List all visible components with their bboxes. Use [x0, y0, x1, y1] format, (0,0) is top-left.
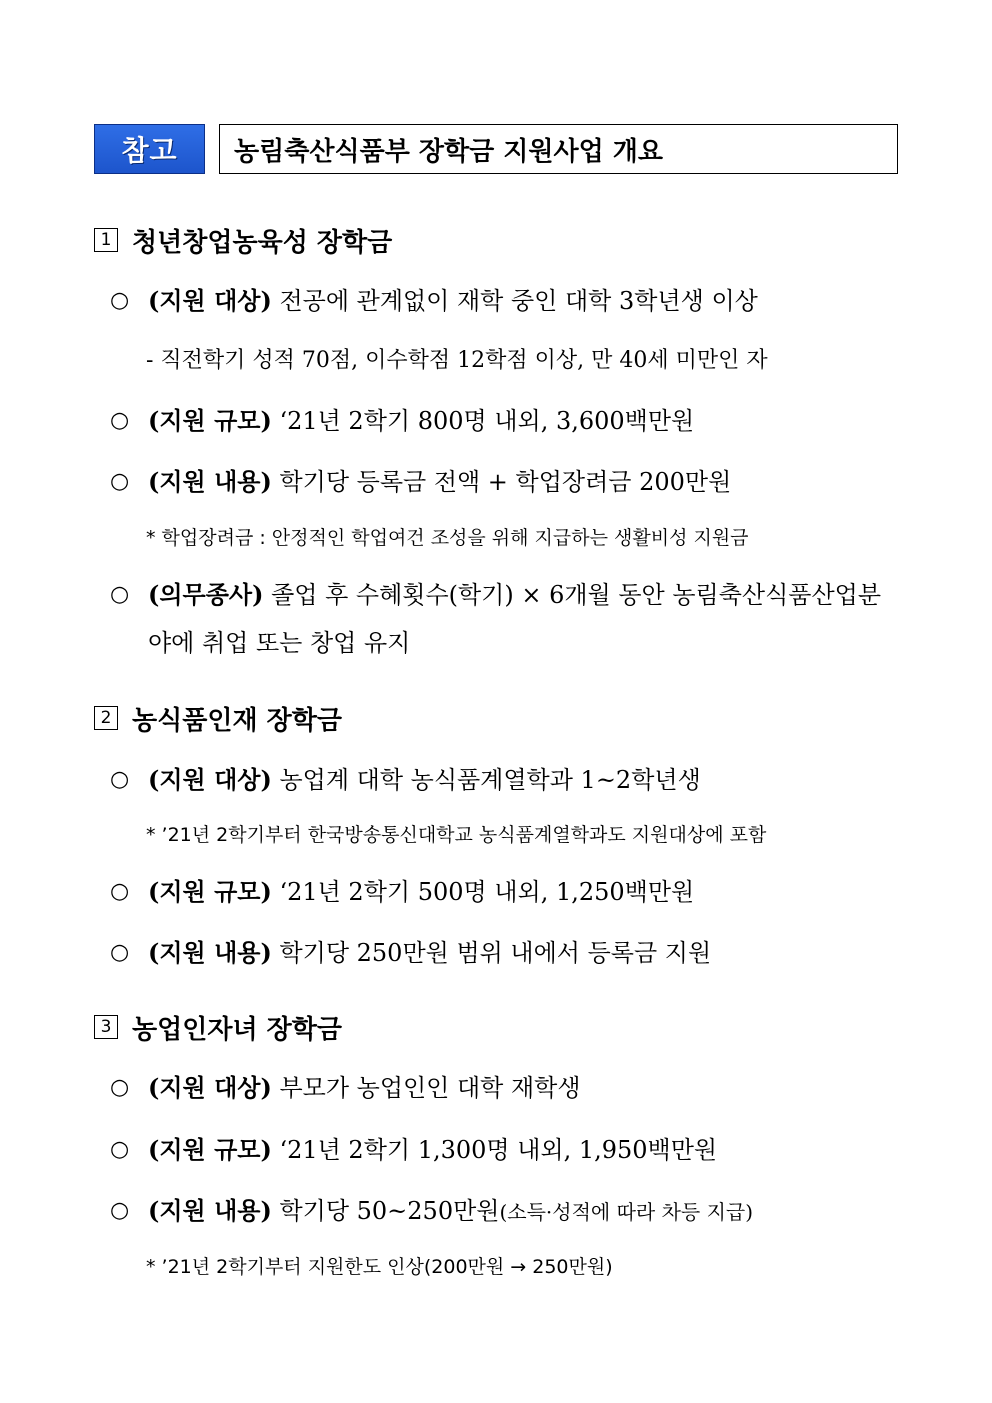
circle-bullet-icon: ○ [110, 582, 130, 607]
section-title: 청년창업농육성 장학금 [132, 227, 393, 258]
reference-badge: 참고 [94, 124, 205, 174]
circle-bullet-icon: ○ [110, 408, 130, 433]
footnote: * ’21년 2학기부터 지원한도 인상(200만원 → 250만원) [146, 1256, 613, 1278]
section-number: 1 [94, 228, 118, 252]
section-title: 농업인자녀 장학금 [132, 1014, 342, 1045]
item-label: (지원 내용) [148, 1196, 272, 1225]
footnote: * ’21년 2학기부터 한국방송통신대학교 농식품계열학과도 지원대상에 포함 [146, 824, 767, 846]
list-item [110, 277, 902, 325]
item-text: 전공에 관계없이 재학 중인 대학 3학년생 이상 [279, 287, 758, 315]
item-text: 학기당 50~250만원 [279, 1197, 500, 1225]
section-number: 2 [94, 706, 118, 730]
circle-bullet-icon: ○ [110, 469, 130, 494]
list-item [110, 756, 902, 804]
item-label: (지원 내용) [148, 467, 272, 496]
sub-item: - 직전학기 성적 70점, 이수학점 12학점 이상, 만 40세 미만인 자 [146, 348, 768, 373]
item-label: (지원 규모) [148, 406, 272, 435]
section-1-heading [94, 220, 392, 260]
list-item [110, 1187, 902, 1236]
item-text: 학기당 250만원 범위 내에서 등록금 지원 [279, 939, 712, 967]
item-text: ‘21년 2학기 800명 내외, 3,600백만원 [279, 407, 695, 435]
section-3-heading [94, 1007, 342, 1047]
circle-bullet-icon: ○ [110, 288, 130, 313]
circle-bullet-icon: ○ [110, 879, 130, 904]
item-text: 학기당 등록금 전액 + 학업장려금 200만원 [279, 468, 732, 496]
list-item [110, 458, 902, 506]
section-title: 농식품인재 장학금 [132, 705, 342, 736]
item-text: ‘21년 2학기 500명 내외, 1,250백만원 [279, 878, 695, 906]
page-title: 농림축산식품부 장학금 지원사업 개요 [219, 124, 898, 174]
item-label: (지원 규모) [148, 877, 272, 906]
item-label: (의무종사) [148, 580, 264, 609]
item-text: 졸업 후 수혜횟수(학기) × 6개월 동안 농림축산식품산업분야에 취업 또는 창업 유지 [148, 581, 882, 657]
footnote: * 학업장려금 : 안정적인 학업여건 조성을 위해 지급하는 생활비성 지원금 [146, 527, 749, 549]
item-label: (지원 대상) [148, 286, 272, 315]
list-item [110, 571, 902, 667]
circle-bullet-icon: ○ [110, 1075, 130, 1100]
item-text: 부모가 농업인인 대학 재학생 [279, 1074, 581, 1102]
circle-bullet-icon: ○ [110, 1198, 130, 1223]
section-2-heading [94, 698, 342, 738]
list-item [110, 1126, 902, 1174]
list-item [110, 397, 902, 445]
section-number: 3 [94, 1015, 118, 1039]
circle-bullet-icon: ○ [110, 940, 130, 965]
item-small-text: (소득·성적에 따라 차등 지급) [499, 1200, 754, 1224]
item-text: ‘21년 2학기 1,300명 내외, 1,950백만원 [279, 1136, 718, 1164]
item-label: (지원 대상) [148, 765, 272, 794]
item-label: (지원 내용) [148, 938, 272, 967]
header [94, 124, 898, 174]
list-item [110, 868, 902, 916]
circle-bullet-icon: ○ [110, 767, 130, 792]
item-text: 농업계 대학 농식품계열학과 1~2학년생 [279, 766, 701, 794]
list-item [110, 929, 902, 977]
list-item [110, 1064, 902, 1112]
item-label: (지원 대상) [148, 1073, 272, 1102]
item-label: (지원 규모) [148, 1135, 272, 1164]
circle-bullet-icon: ○ [110, 1137, 130, 1162]
